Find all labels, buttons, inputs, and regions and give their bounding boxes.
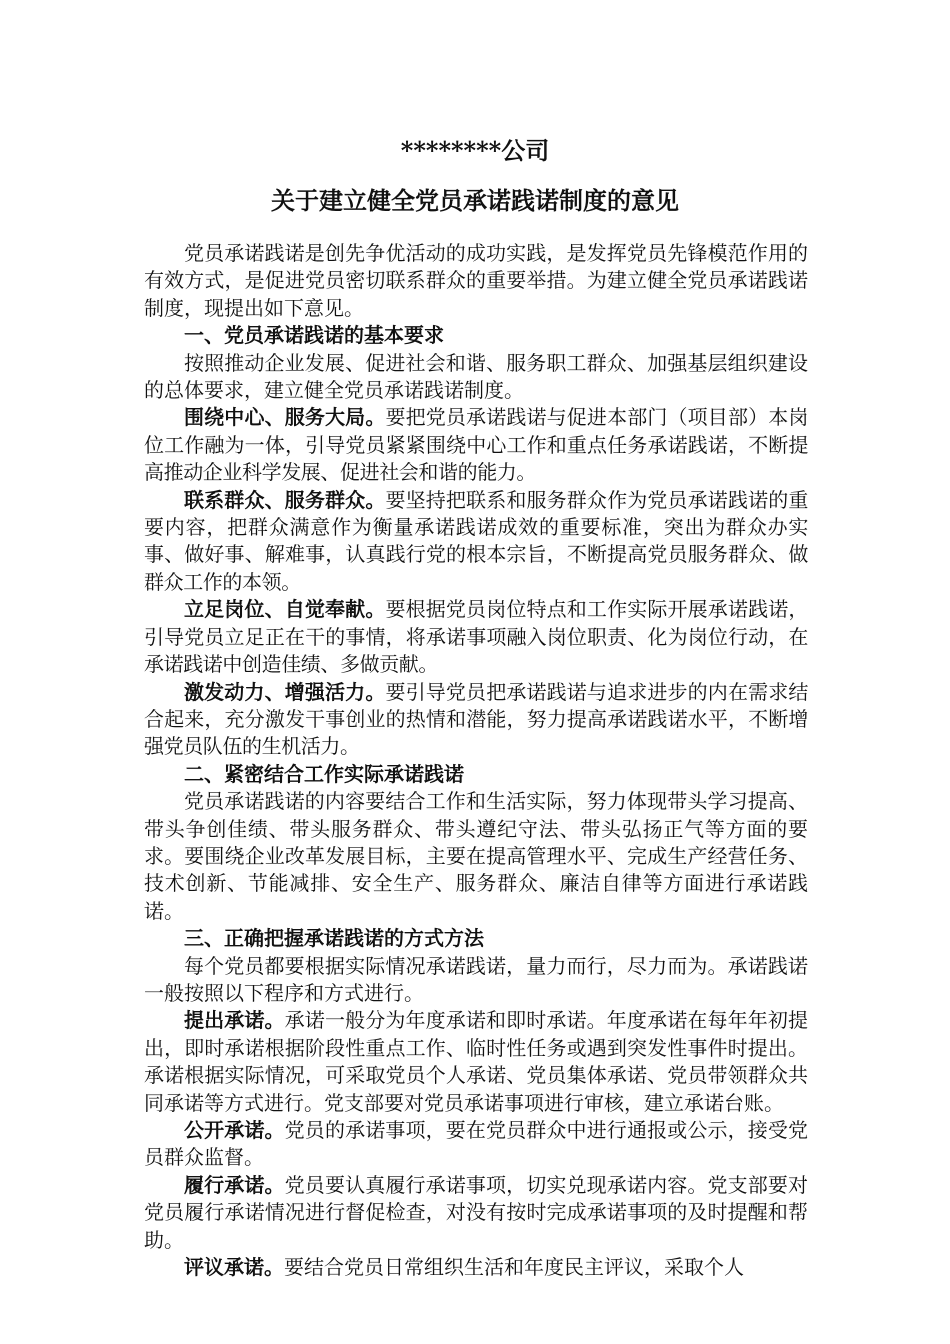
- section1-intro-paragraph: 按照推动企业发展、促进社会和谐、服务职工群众、加强基层组织建设的总体要求，建立健全党员承诺践诺制度。: [144, 350, 808, 403]
- intro-paragraph: 党员承诺践诺是创先争优活动的成功实践，是发挥党员先锋模范作用的有效方式，是促进党员密切联系群众的重要举措。为建立健全党员承诺践诺制度，现提出如下意见。: [144, 241, 808, 320]
- item-text: 要根据党员岗位特点和工作实际开展承诺践诺，引导党员立足正在干的事情，将承诺事项融入岗位职责、化为岗位行动，在承诺践诺中创造佳绩、多做贡献。: [144, 597, 808, 677]
- company-title: ********公司: [400, 136, 550, 165]
- item-text: 要坚持把联系和服务群众作为党员承诺践诺的重要内容，把群众满意作为衡量承诺践诺成效的重要标准，突出为群众办实事、做好事、解难事，认真践行党的根本宗旨，不断提高党员服务群众、做群众工作的本领。: [144, 487, 808, 594]
- section1-item-paragraph: [144, 487, 808, 597]
- document-body: [144, 240, 808, 1281]
- section1-item-paragraph: [144, 596, 808, 678]
- section1-item-paragraph: [144, 404, 808, 486]
- item-lead: 联系群众、服务群众。: [184, 487, 386, 512]
- item-lead: 履行承诺。: [184, 1172, 285, 1197]
- item-lead: 激发动力、增强活力。: [184, 679, 386, 704]
- item-lead: 围绕中心、服务大局。: [184, 405, 386, 430]
- item-lead: 立足岗位、自觉奉献。: [184, 597, 386, 622]
- item-lead: 评议承诺。: [184, 1255, 284, 1280]
- item-text: 要结合党员日常组织生活和年度民主评议，采取个人: [284, 1255, 744, 1280]
- section-heading-1: 一、党员承诺践诺的基本要求: [184, 323, 444, 348]
- section1-item-paragraph: [144, 679, 808, 761]
- section3-item-paragraph: [144, 1007, 808, 1117]
- document-title: 关于建立健全党员承诺践诺制度的意见: [271, 186, 679, 215]
- section-heading-3: 三、正确把握承诺践诺的方式方法: [184, 926, 484, 951]
- section3-item-paragraph: [144, 1254, 808, 1281]
- item-text: 要把党员承诺践诺与促进本部门（项目部）本岗位工作融为一体，引导党员紧紧围绕中心工作和重点任务承诺践诺，不断提高推动企业科学发展、促进社会和谐的能力。: [144, 405, 808, 485]
- item-text: 党员要认真履行承诺事项，切实兑现承诺内容。党支部要对党员履行承诺情况进行督促检查，对没有按时完成承诺事项的及时提醒和帮助。: [144, 1172, 809, 1252]
- section2-paragraph: 党员承诺践诺的内容要结合工作和生活实际，努力体现带头学习提高、带头争创佳绩、带头服务群众、带头遵纪守法、带头弘扬正气等方面的要求。要围绕企业改革发展目标，主要在提高管理水平、完成生产经营任务、技术创新、节能减排、安全生产、服务群众、廉洁自律等方面进行承诺践诺。: [144, 789, 808, 923]
- section3-item-paragraph: [144, 1172, 808, 1254]
- item-lead: 提出承诺。: [184, 1008, 285, 1033]
- section3-intro-paragraph: 每个党员都要根据实际情况承诺践诺，量力而行，尽力而为。承诺践诺一般按照以下程序和方式进行。: [144, 953, 808, 1005]
- item-text: 党员的承诺事项，要在党员群众中进行通报或公示，接受党员群众监督。: [144, 1118, 809, 1170]
- section-heading-2: 二、紧密结合工作实际承诺践诺: [184, 761, 464, 786]
- item-lead: 公开承诺。: [184, 1118, 285, 1142]
- section3-item-paragraph: [144, 1117, 808, 1172]
- item-text: 要引导党员把承诺践诺与追求进步的内在需求结合起来，充分激发干事创业的热情和潜能，努力提高承诺践诺水平，不断增强党员队伍的生机活力。: [144, 679, 808, 759]
- item-text: 承诺一般分为年度承诺和即时承诺。年度承诺在每年年初提出，即时承诺根据阶段性重点工作、临时性任务或遇到突发性事件时提出。承诺根据实际情况，可采取党员个人承诺、党员集体承诺、党员带领群众共同承诺等方式进行。党支部要对党员承诺事项进行审核，建立承诺台账。: [144, 1008, 809, 1115]
